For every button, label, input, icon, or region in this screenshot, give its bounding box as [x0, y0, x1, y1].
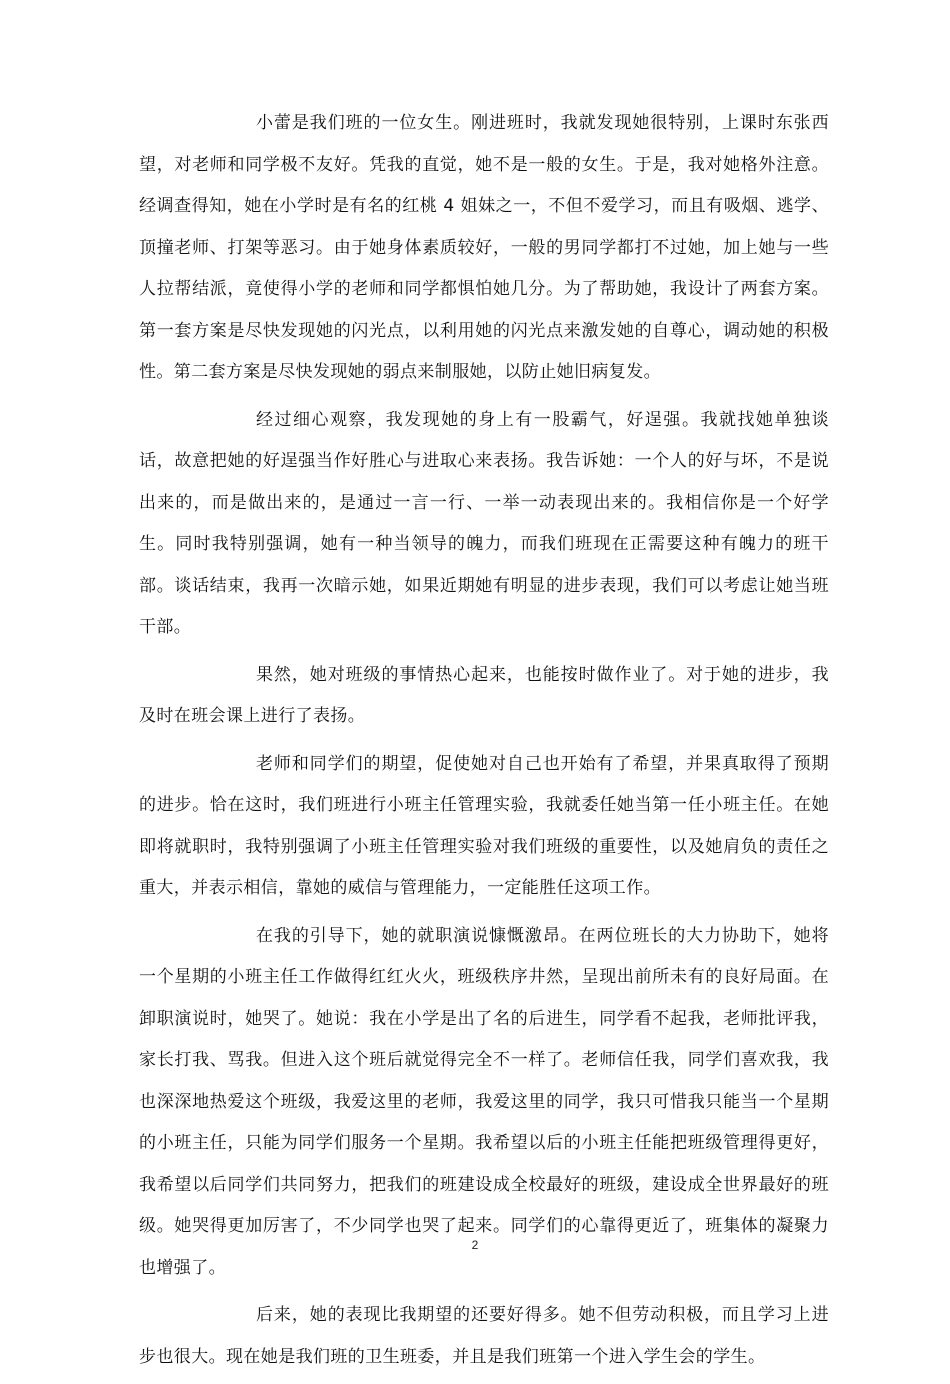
paragraph-2: 经过细心观察，我发现她的身上有一股霸气，好逞强。我就找她单独谈话，故意把她的好逞强当作好胜心与进取心来表扬。我告诉她：一个人的好与坏，不是说出来的，而是做出来的，是通过一言一行、一举一动表现出来的。我相信你是一个好学生。同时我特别强调，她有一种当领导的魄力，而我们班现在正需要这种有魄力的班干部。谈话结束，我再一次暗示她，如果近期她有明显的进步表现，我们可以考虑让她当班干部。 [139, 409, 829, 637]
page-number: 2 [471, 1238, 479, 1252]
paragraph-4: 老师和同学们的期望，促使她对自己也开始有了希望，并果真取得了预期的进步。恰在这时，我们班进行小班主任管理实验，我就委任她当第一任小班主任。在她即将就职时，我特别强调了小班主任管理实验对我们班级的重要性，以及她肩负的责任之重大，并表示相信，靠她的威信与管理能力，一定能胜任这项工作。 [139, 753, 829, 898]
paragraph-1: 小蕾是我们班的一位女生。刚进班时，我就发现她很特别，上课时东张西望，对老师和同学极不友好。凭我的直觉，她不是一般的女生。于是，我对她格外注意。经调查得知，她在小学时是有名的红桃 4 姐妹之一，不但不爱学习，而且有吸烟、逃学、顶撞老师、打架等恶习。由于她身体素质较好，一般的男同学都打不过她，加上她与一些人拉帮结派，竟使得小学的老师和同学都惧怕她几分。为了帮助她，我设计了两套方案。第一套方案是尽快发现她的闪光点，以利用她的闪光点来激发她的自尊心，调动她的积极性。第二套方案是尽快发现她的弱点来制服她，以防止她旧病复发。 [139, 113, 829, 382]
document-body [139, 103, 829, 1384]
paragraph-6: 后来，她的表现比我期望的还要好得多。她不但劳动积极，而且学习上进步也很大。现在她是我们班的卫生班委，并且是我们班第一个进入学生会的学生。 [139, 1305, 829, 1367]
paragraph-5: 在我的引导下，她的就职演说慷慨激昂。在两位班长的大力协助下，她将一个星期的小班主任工作做得红红火火，班级秩序井然，呈现出前所未有的良好局面。在卸职演说时，她哭了。她说：我在小学是出了名的后进生，同学看不起我，老师批评我，家长打我、骂我。但进入这个班后就觉得完全不一样了。老师信任我，同学们喜欢我，我也深深地热爱这个班级，我爱这里的老师，我爱这里的同学，我只可惜我只能当一个星期的小班主任，只能为同学们服务一个星期。我希望以后的小班主任能把班级管理得更好，我希望以后同学们共同努力，把我们的班建设成全校最好的班级，建设成全世界最好的班级。她哭得更加厉害了，不少同学也哭了起来。同学们的心靠得更近了，班集体的凝聚力也增强了。 [139, 925, 829, 1278]
paragraph-3: 果然，她对班级的事情热心起来，也能按时做作业了。对于她的进步，我及时在班会课上进行了表扬。 [139, 664, 829, 726]
